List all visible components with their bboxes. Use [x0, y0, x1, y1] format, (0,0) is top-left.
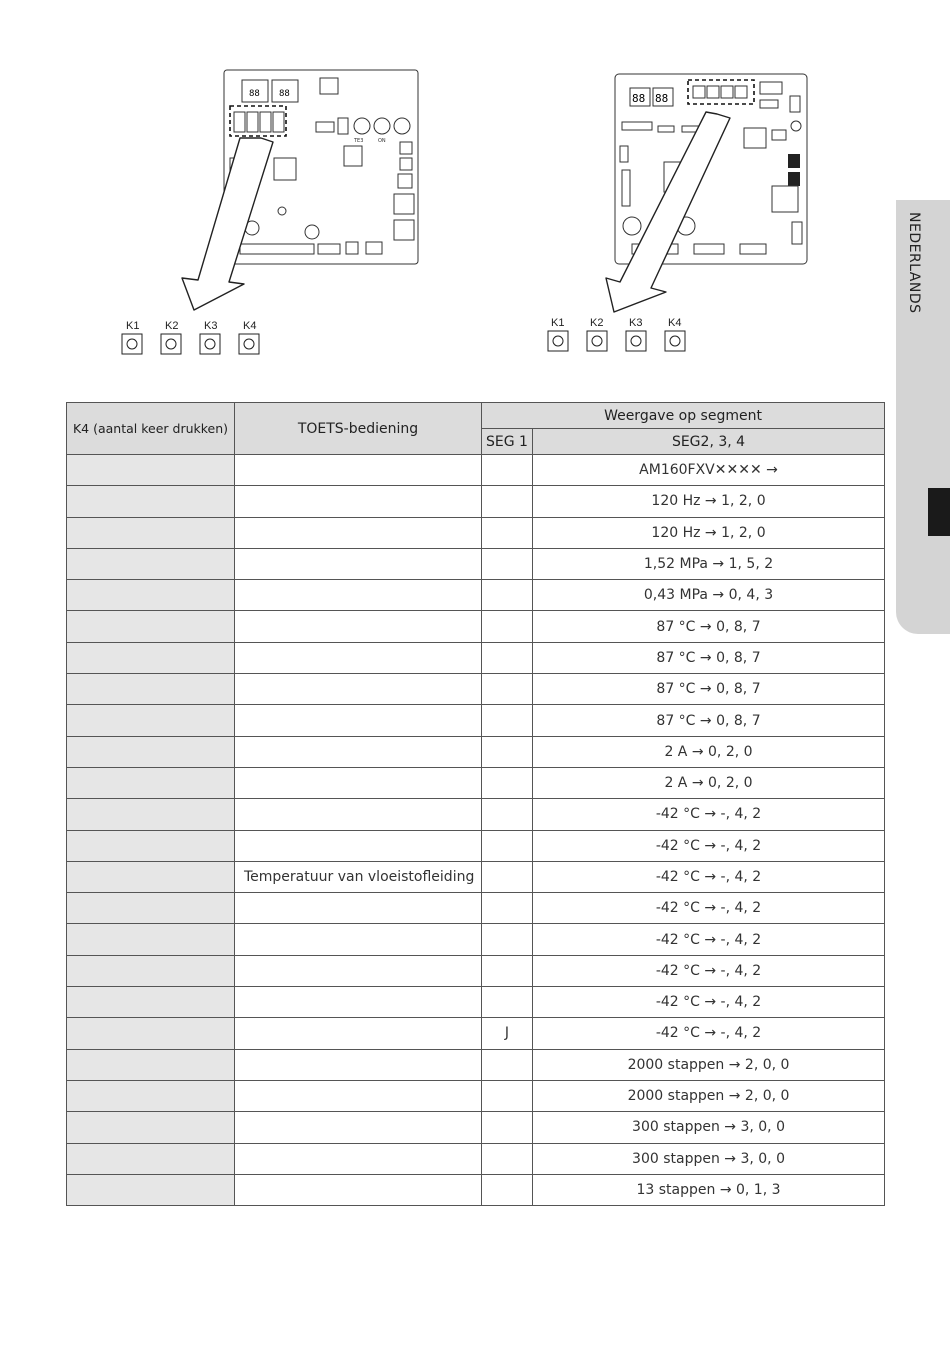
cell-key-operation — [235, 1018, 482, 1049]
table-row — [67, 987, 885, 1018]
cell-k4-presses — [67, 548, 235, 579]
segment-display-table — [66, 402, 885, 1206]
key-label-k2: K2 — [165, 320, 179, 332]
cell-seg1 — [482, 799, 533, 830]
cell-seg234: 87 °C → 0, 8, 7 — [533, 674, 885, 705]
cell-key-operation — [235, 767, 482, 798]
table-row — [67, 830, 885, 861]
cell-seg1 — [482, 987, 533, 1018]
table-row — [67, 517, 885, 548]
table-row — [67, 1143, 885, 1174]
cell-key-operation — [235, 455, 482, 486]
cell-k4-presses — [67, 861, 235, 892]
cell-seg234: 87 °C → 0, 8, 7 — [533, 611, 885, 642]
cell-seg1 — [482, 1049, 533, 1080]
header-seg1: SEG 1 — [482, 429, 533, 455]
cell-key-operation — [235, 893, 482, 924]
cell-seg1 — [482, 548, 533, 579]
cell-seg1 — [482, 705, 533, 736]
key-switch-k2 — [161, 334, 181, 354]
key-switch-k1 — [122, 334, 142, 354]
cell-seg1 — [482, 767, 533, 798]
cell-seg234: 2 A → 0, 2, 0 — [533, 736, 885, 767]
cell-seg234: -42 °C → -, 4, 2 — [533, 924, 885, 955]
header-seg234: SEG2, 3, 4 — [533, 429, 885, 455]
table-row — [67, 799, 885, 830]
cell-seg234: 1,52 MPa → 1, 5, 2 — [533, 548, 885, 579]
cell-k4-presses — [67, 987, 235, 1018]
cell-key-operation — [235, 517, 482, 548]
cell-k4-presses — [67, 924, 235, 955]
table-row — [67, 548, 885, 579]
cell-key-operation — [235, 548, 482, 579]
key-label-k3: K3 — [204, 320, 218, 332]
cell-key-operation — [235, 674, 482, 705]
cell-k4-presses — [67, 1174, 235, 1205]
key-switch-k3 — [626, 331, 646, 351]
cell-k4-presses — [67, 893, 235, 924]
cell-seg234: 2 A → 0, 2, 0 — [533, 767, 885, 798]
table-row — [67, 893, 885, 924]
cell-seg1 — [482, 517, 533, 548]
cell-k4-presses — [67, 455, 235, 486]
cell-k4-presses — [67, 642, 235, 673]
cell-key-operation — [235, 830, 482, 861]
cell-seg234: -42 °C → -, 4, 2 — [533, 955, 885, 986]
key-label-k1: K1 — [126, 320, 140, 332]
svg-text:88: 88 — [632, 92, 646, 105]
cell-k4-presses — [67, 1049, 235, 1080]
cell-seg1 — [482, 861, 533, 892]
cell-k4-presses — [67, 736, 235, 767]
key-label-k1: K1 — [551, 317, 565, 329]
table-row — [67, 455, 885, 486]
svg-text:88: 88 — [279, 89, 290, 99]
language-side-tab-label: NEDERLANDS — [906, 212, 922, 314]
cell-k4-presses — [67, 611, 235, 642]
table-row — [67, 955, 885, 986]
svg-text:88: 88 — [655, 92, 669, 105]
table-row — [67, 705, 885, 736]
cell-key-operation — [235, 580, 482, 611]
cell-seg1 — [482, 580, 533, 611]
cell-k4-presses — [67, 955, 235, 986]
cell-k4-presses — [67, 1080, 235, 1111]
table-row — [67, 1174, 885, 1205]
cell-seg1: J — [482, 1018, 533, 1049]
cell-k4-presses — [67, 1112, 235, 1143]
svg-text:88: 88 — [249, 89, 260, 99]
cell-k4-presses — [67, 799, 235, 830]
cell-key-operation — [235, 1174, 482, 1205]
header-key-operation: TOETS-bediening — [235, 403, 482, 455]
pcb-diagram-left — [110, 66, 430, 366]
cell-seg234: 2000 stappen → 2, 0, 0 — [533, 1049, 885, 1080]
key-label-k3: K3 — [629, 317, 643, 329]
table-row — [67, 674, 885, 705]
key-switch-k2 — [587, 331, 607, 351]
cell-seg234: 120 Hz → 1, 2, 0 — [533, 517, 885, 548]
cell-seg1 — [482, 736, 533, 767]
cell-key-operation — [235, 924, 482, 955]
table-row — [67, 1049, 885, 1080]
cell-key-operation — [235, 642, 482, 673]
cell-k4-presses — [67, 1143, 235, 1174]
key-switch-k4 — [239, 334, 259, 354]
key-switch-k4 — [665, 331, 685, 351]
key-label-k4: K4 — [668, 317, 682, 329]
cell-seg234: 13 stappen → 0, 1, 3 — [533, 1174, 885, 1205]
cell-key-operation — [235, 955, 482, 986]
cell-k4-presses — [67, 517, 235, 548]
cell-seg234: 0,43 MPa → 0, 4, 3 — [533, 580, 885, 611]
cell-seg234: 87 °C → 0, 8, 7 — [533, 705, 885, 736]
cell-k4-presses — [67, 674, 235, 705]
table-row — [67, 1112, 885, 1143]
cell-k4-presses — [67, 1018, 235, 1049]
cell-key-operation: Temperatuur van vloeistofleiding — [235, 861, 482, 892]
cell-seg234: -42 °C → -, 4, 2 — [533, 987, 885, 1018]
cell-seg1 — [482, 455, 533, 486]
cell-seg1 — [482, 1143, 533, 1174]
cell-seg234: -42 °C → -, 4, 2 — [533, 830, 885, 861]
table-row — [67, 642, 885, 673]
table-row — [67, 767, 885, 798]
cell-seg1 — [482, 642, 533, 673]
cell-seg1 — [482, 611, 533, 642]
cell-seg1 — [482, 830, 533, 861]
cell-seg1 — [482, 486, 533, 517]
table-row — [67, 611, 885, 642]
table-row — [67, 1080, 885, 1111]
cell-key-operation — [235, 1080, 482, 1111]
cell-key-operation — [235, 1112, 482, 1143]
cell-k4-presses — [67, 486, 235, 517]
cell-key-operation — [235, 736, 482, 767]
table-row — [67, 924, 885, 955]
cell-seg234: 120 Hz → 1, 2, 0 — [533, 486, 885, 517]
key-switch-k3 — [200, 334, 220, 354]
section-marker — [928, 488, 950, 536]
table-row — [67, 861, 885, 892]
cell-key-operation — [235, 799, 482, 830]
cell-seg234: 87 °C → 0, 8, 7 — [533, 642, 885, 673]
key-switch-k1 — [548, 331, 568, 351]
cell-seg1 — [482, 924, 533, 955]
cell-k4-presses — [67, 830, 235, 861]
table-row — [67, 736, 885, 767]
cell-seg1 — [482, 893, 533, 924]
cell-seg234: -42 °C → -, 4, 2 — [533, 799, 885, 830]
cell-seg1 — [482, 674, 533, 705]
cell-key-operation — [235, 1143, 482, 1174]
table-row — [67, 1018, 885, 1049]
cell-seg234: 300 stappen → 3, 0, 0 — [533, 1112, 885, 1143]
cell-key-operation — [235, 486, 482, 517]
cell-key-operation — [235, 1049, 482, 1080]
key-label-k2: K2 — [590, 317, 604, 329]
cell-seg234: AM160FXV✕✕✕✕ → — [533, 455, 885, 486]
cell-seg234: -42 °C → -, 4, 2 — [533, 893, 885, 924]
cell-k4-presses — [67, 580, 235, 611]
cell-seg234: -42 °C → -, 4, 2 — [533, 1018, 885, 1049]
board-mark-on: ON — [378, 138, 386, 144]
key-label-k4: K4 — [243, 320, 257, 332]
cell-seg1 — [482, 1174, 533, 1205]
header-segment-display: Weergave op segment — [482, 403, 885, 429]
cell-seg1 — [482, 1080, 533, 1111]
cell-seg234: 300 stappen → 3, 0, 0 — [533, 1143, 885, 1174]
cell-seg1 — [482, 1112, 533, 1143]
table-row — [67, 486, 885, 517]
table-body — [67, 455, 885, 1206]
cell-seg234: 2000 stappen → 2, 0, 0 — [533, 1080, 885, 1111]
cell-seg1 — [482, 955, 533, 986]
cell-key-operation — [235, 987, 482, 1018]
cell-key-operation — [235, 705, 482, 736]
pcb-diagram-right — [540, 66, 820, 366]
cell-k4-presses — [67, 767, 235, 798]
cell-key-operation — [235, 611, 482, 642]
cell-seg234: -42 °C → -, 4, 2 — [533, 861, 885, 892]
header-k4-presses: K4 (aantal keer drukken) — [67, 403, 235, 455]
cell-k4-presses — [67, 705, 235, 736]
table-row — [67, 580, 885, 611]
board-mark-te3: TE3 — [354, 138, 364, 144]
